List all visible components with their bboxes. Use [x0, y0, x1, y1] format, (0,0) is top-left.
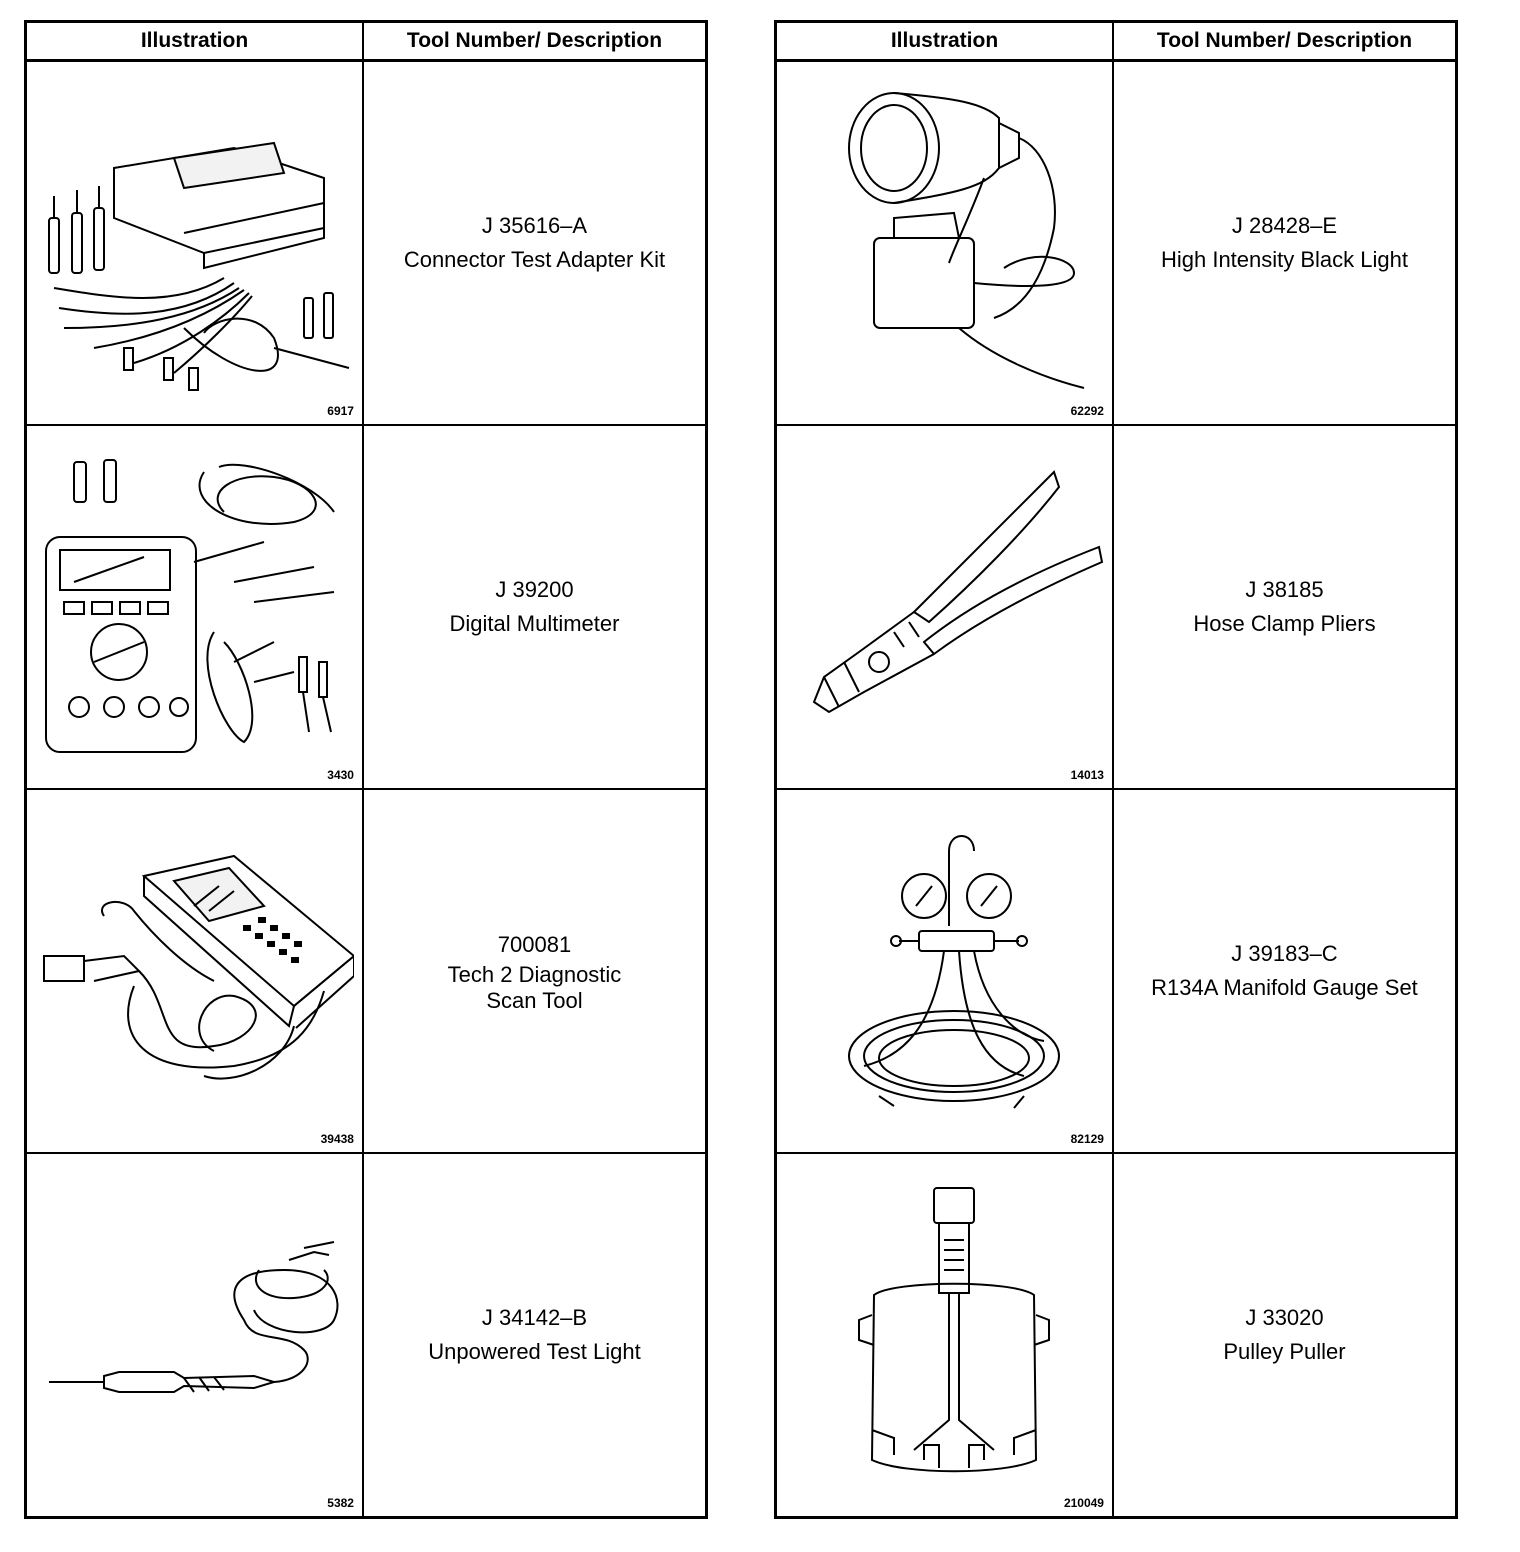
- description-header: Tool Number/ Description: [1113, 22, 1457, 61]
- illustration-cell: [26, 61, 363, 426]
- table-row: [26, 789, 707, 1153]
- figure-number: 210049: [1063, 1496, 1104, 1510]
- description-cell: [1113, 61, 1457, 426]
- multimeter-icon: [34, 442, 354, 772]
- description-cell: [363, 1153, 707, 1518]
- tool-number: J 35616–A: [481, 213, 588, 238]
- tool-description: Tech 2 Diagnostic: [447, 962, 622, 987]
- tool-description: Unpowered Test Light: [428, 1339, 641, 1364]
- figure-number: 5382: [327, 1496, 354, 1510]
- illustration-cell: [776, 61, 1113, 426]
- tool-description: Hose Clamp Pliers: [1193, 611, 1376, 636]
- description-cell: [1113, 1153, 1457, 1518]
- tool-number: J 33020: [1245, 1305, 1324, 1330]
- header-row: [776, 22, 1457, 61]
- figure-number: 82129: [1070, 1132, 1104, 1146]
- description-cell: [363, 425, 707, 789]
- illustration-cell: [776, 789, 1113, 1153]
- tool-number: 700081: [497, 932, 572, 957]
- illustration-cell: [776, 1153, 1113, 1518]
- tool-number: J 38185: [1245, 577, 1324, 602]
- figure-number: 39438: [320, 1132, 354, 1146]
- tool-number: J 28428–E: [1231, 213, 1338, 238]
- tool-description: Pulley Puller: [1223, 1339, 1346, 1364]
- description-cell: [363, 789, 707, 1153]
- tool-description: R134A Manifold Gauge Set: [1151, 975, 1418, 1000]
- illustration-cell: [26, 425, 363, 789]
- figure-number: 6917: [327, 404, 354, 418]
- figure-number: 14013: [1070, 768, 1104, 782]
- tool-number: J 34142–B: [481, 1305, 588, 1330]
- description-cell: [363, 61, 707, 426]
- illustration-header: Illustration: [776, 22, 1113, 61]
- figure-number: 62292: [1070, 404, 1104, 418]
- tool-table-right: [774, 20, 1458, 1519]
- tool-number: J 39200: [495, 577, 574, 602]
- manifold-gauge-icon: [784, 806, 1104, 1136]
- illustration-cell: [776, 425, 1113, 789]
- tool-description-line2: Scan Tool: [486, 988, 583, 1013]
- header-row: [26, 22, 707, 61]
- table-row: [26, 1153, 707, 1518]
- tool-description: High Intensity Black Light: [1160, 247, 1408, 272]
- tool-table-left: [24, 20, 708, 1519]
- pulley-puller-icon: [784, 1170, 1104, 1500]
- description-header: Tool Number/ Description: [363, 22, 707, 61]
- tool-description: Connector Test Adapter Kit: [403, 247, 666, 272]
- table-row: [776, 1153, 1457, 1518]
- table-row: [776, 789, 1457, 1153]
- tool-description: Digital Multimeter: [449, 611, 620, 636]
- illustration-cell: [26, 1153, 363, 1518]
- test-light-icon: [34, 1170, 354, 1500]
- table-row: [26, 425, 707, 789]
- table-row: [776, 425, 1457, 789]
- table-row: [26, 61, 707, 426]
- figure-number: 3430: [327, 768, 354, 782]
- tool-number: J 39183–C: [1231, 941, 1338, 966]
- black-light-icon: [784, 78, 1104, 408]
- description-cell: [1113, 425, 1457, 789]
- table-row: [776, 61, 1457, 426]
- illustration-cell: [26, 789, 363, 1153]
- adapter-kit-icon: [34, 78, 354, 408]
- scan-tool-icon: [34, 806, 354, 1136]
- hose-clamp-pliers-icon: [784, 442, 1104, 772]
- illustration-header: Illustration: [26, 22, 363, 61]
- description-cell: [1113, 789, 1457, 1153]
